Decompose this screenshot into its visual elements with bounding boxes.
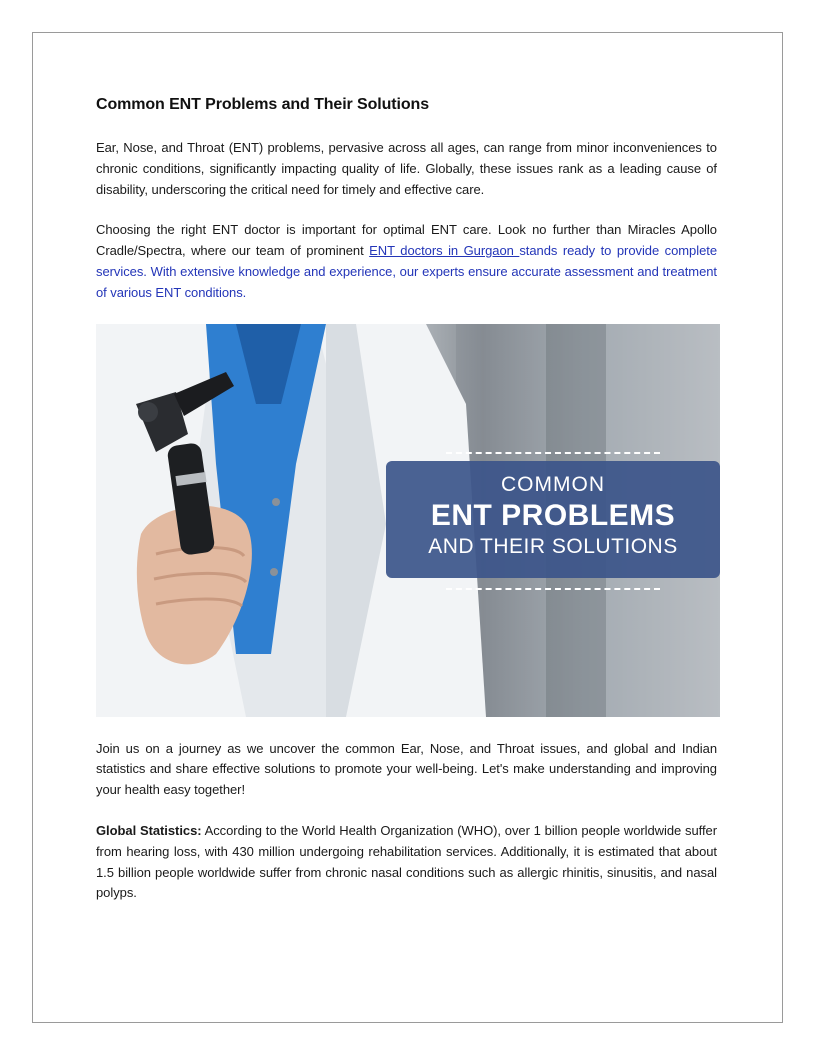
banner-line1: COMMON [501, 472, 605, 496]
doctor-paragraph [96, 220, 717, 303]
ent-doctors-link[interactable]: ENT doctors in Gurgaon [369, 243, 520, 259]
journey-paragraph: Join us on a journey as we uncover the common Ear, Nose, and Throat issues, and global and Indian statistics and share effective solutions to promote your well-being. Let's make understanding and improving your health easy together! [96, 740, 717, 798]
document-title: Common ENT Problems and Their Solutions [96, 96, 430, 113]
doctor-paragraph-text: Choosing the right ENT doctor is important for optimal ENT care. Look no further than Miracles Apollo Cradle/Spectra, where our team of prominent [96, 222, 717, 259]
banner-title-box [386, 461, 720, 578]
global-stats-label: Global Statistics: [96, 822, 202, 838]
banner-line3: AND THEIR SOLUTIONS [428, 534, 678, 558]
doctor-paragraph-blue-text: stands ready to provide complete services. With extensive knowledge and experience, our experts ensure accurate assessment and treatment of various ENT conditions. [96, 243, 717, 300]
global-stats-paragraph [96, 821, 717, 904]
ent-banner-image [96, 324, 720, 717]
banner-line2: ENT PROBLEMS [430, 498, 676, 532]
banner-dash-top [446, 452, 660, 454]
intro-paragraph: Ear, Nose, and Throat (ENT) problems, pervasive across all ages, can range from minor inconveniences to chronic conditions, significantly impacting quality of life. Globally, these issues rank as a leading cause of disability, underscoring the critical need for timely and effective care. [96, 140, 717, 197]
banner-dash-bottom [446, 588, 660, 590]
document-body [96, 96, 717, 924]
global-stats-text: According to the World Health Organization (WHO), over 1 billion people worldwide suffer from hearing loss, with 430 million undergoing rehabilitation services. Additionally, it is estimated that about 1.5 billion people worldwide suffer from chronic nasal conditions such as allergic rhinitis, sinusitis, and nasal polyps. [96, 822, 717, 901]
